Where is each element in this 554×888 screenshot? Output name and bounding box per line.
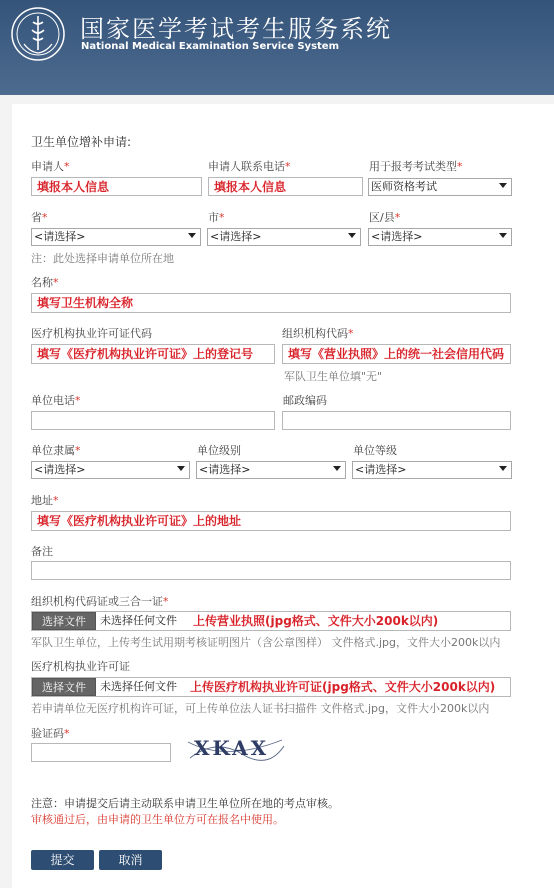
city-label: 市* — [208, 211, 225, 224]
license-cert-hint: 上传医疗机构执业许可证(jpg格式、文件大小200k以内) — [190, 680, 496, 694]
phone-label: 申请人联系电话* — [208, 160, 291, 173]
site-header — [0, 0, 554, 95]
license-cert-file-status: 未选择任何文件 — [100, 680, 177, 693]
cancel-button[interactable]: 取消 — [99, 850, 162, 870]
form-card — [12, 104, 554, 888]
org-cert-file-status: 未选择任何文件 — [100, 614, 177, 627]
license-cert-label: 医疗机构执业许可证 — [31, 660, 130, 673]
province-select[interactable]: <请选择> — [31, 228, 201, 246]
chevron-down-icon — [499, 233, 507, 238]
phone-input[interactable]: 填报本人信息 — [208, 177, 363, 196]
unit-phone-input[interactable] — [31, 411, 275, 430]
site-subtitle: National Medical Examination Service System — [81, 41, 340, 52]
address-input[interactable]: 填写《医疗机构执业许可证》上的地址 — [31, 511, 511, 531]
license-cert-note: 若申请单位无医疗机构许可证，可上传单位法人证书扫描件 文件格式.jpg，文件大小200k以内 — [31, 702, 490, 715]
notice-approval-text: 审核通过后，由申请的卫生单位方可在报名中使用。 — [31, 813, 284, 826]
location-note: 注：此处选择申请单位所在地 — [31, 252, 174, 265]
chevron-down-icon — [333, 466, 341, 471]
captcha-text: XKAX — [194, 736, 270, 760]
notice-text: 注意：申请提交后请主动联系申请卫生单位所在地的考点审核。 — [31, 797, 339, 810]
submit-button[interactable]: 提交 — [31, 850, 94, 870]
postcode-input[interactable] — [282, 411, 511, 430]
license-code-label: 医疗机构执业许可证代码 — [31, 327, 152, 340]
remark-label: 备注 — [31, 545, 53, 558]
grade-label: 单位等级 — [353, 444, 397, 457]
affiliation-label: 单位隶属* — [31, 444, 81, 457]
postcode-label: 邮政编码 — [283, 394, 327, 407]
grade-select[interactable]: <请选择> — [352, 461, 512, 479]
org-cert-choose-file-button[interactable]: 选择文件 — [32, 612, 96, 630]
org-code-note: 军队卫生单位填"无" — [284, 370, 383, 383]
remark-input[interactable] — [31, 561, 511, 580]
province-label: 省* — [31, 211, 48, 224]
district-select[interactable]: <请选择> — [368, 228, 512, 246]
level-label: 单位级别 — [197, 444, 241, 457]
license-cert-choose-file-button[interactable]: 选择文件 — [32, 678, 96, 696]
form-heading: 卫生单位增补申请: — [31, 135, 132, 149]
affiliation-select[interactable]: <请选择> — [31, 461, 190, 479]
captcha-label: 验证码* — [31, 727, 70, 740]
level-select[interactable]: <请选择> — [196, 461, 346, 479]
unit-phone-label: 单位电话* — [31, 394, 81, 407]
org-cert-label: 组织机构代码证或三合一证* — [31, 595, 169, 608]
captcha-input[interactable] — [31, 743, 171, 762]
exam-type-label: 用于报考考试类型* — [369, 160, 463, 173]
chevron-down-icon — [499, 466, 507, 471]
exam-type-select[interactable]: 医师资格考试 — [368, 178, 512, 196]
name-input[interactable]: 填写卫生机构全称 — [31, 293, 511, 313]
license-code-input[interactable]: 填写《医疗机构执业许可证》上的登记号 — [31, 344, 275, 364]
org-code-label: 组织机构代码* — [282, 327, 354, 340]
applicant-input[interactable]: 填报本人信息 — [31, 177, 202, 196]
chevron-down-icon — [188, 233, 196, 238]
org-cert-hint: 上传营业执照(jpg格式、文件大小200k以内) — [193, 614, 439, 628]
captcha-image[interactable] — [186, 728, 286, 768]
address-label: 地址* — [31, 494, 59, 507]
district-label: 区/县* — [369, 211, 401, 224]
chevron-down-icon — [348, 233, 356, 238]
org-code-input[interactable]: 填写《营业执照》上的统一社会信用代码 — [282, 344, 511, 364]
chevron-down-icon — [499, 183, 507, 188]
site-title: 国家医学考试考生服务系统 — [80, 15, 392, 43]
medical-emblem-logo — [10, 6, 66, 62]
org-cert-note: 军队卫生单位，上传考生试用期考核证明图片（含公章图样） 文件格式.jpg，文件大小200k以内 — [31, 636, 501, 649]
city-select[interactable]: <请选择> — [207, 228, 361, 246]
name-label: 名称* — [31, 276, 59, 289]
chevron-down-icon — [177, 466, 185, 471]
applicant-label: 申请人* — [31, 160, 70, 173]
